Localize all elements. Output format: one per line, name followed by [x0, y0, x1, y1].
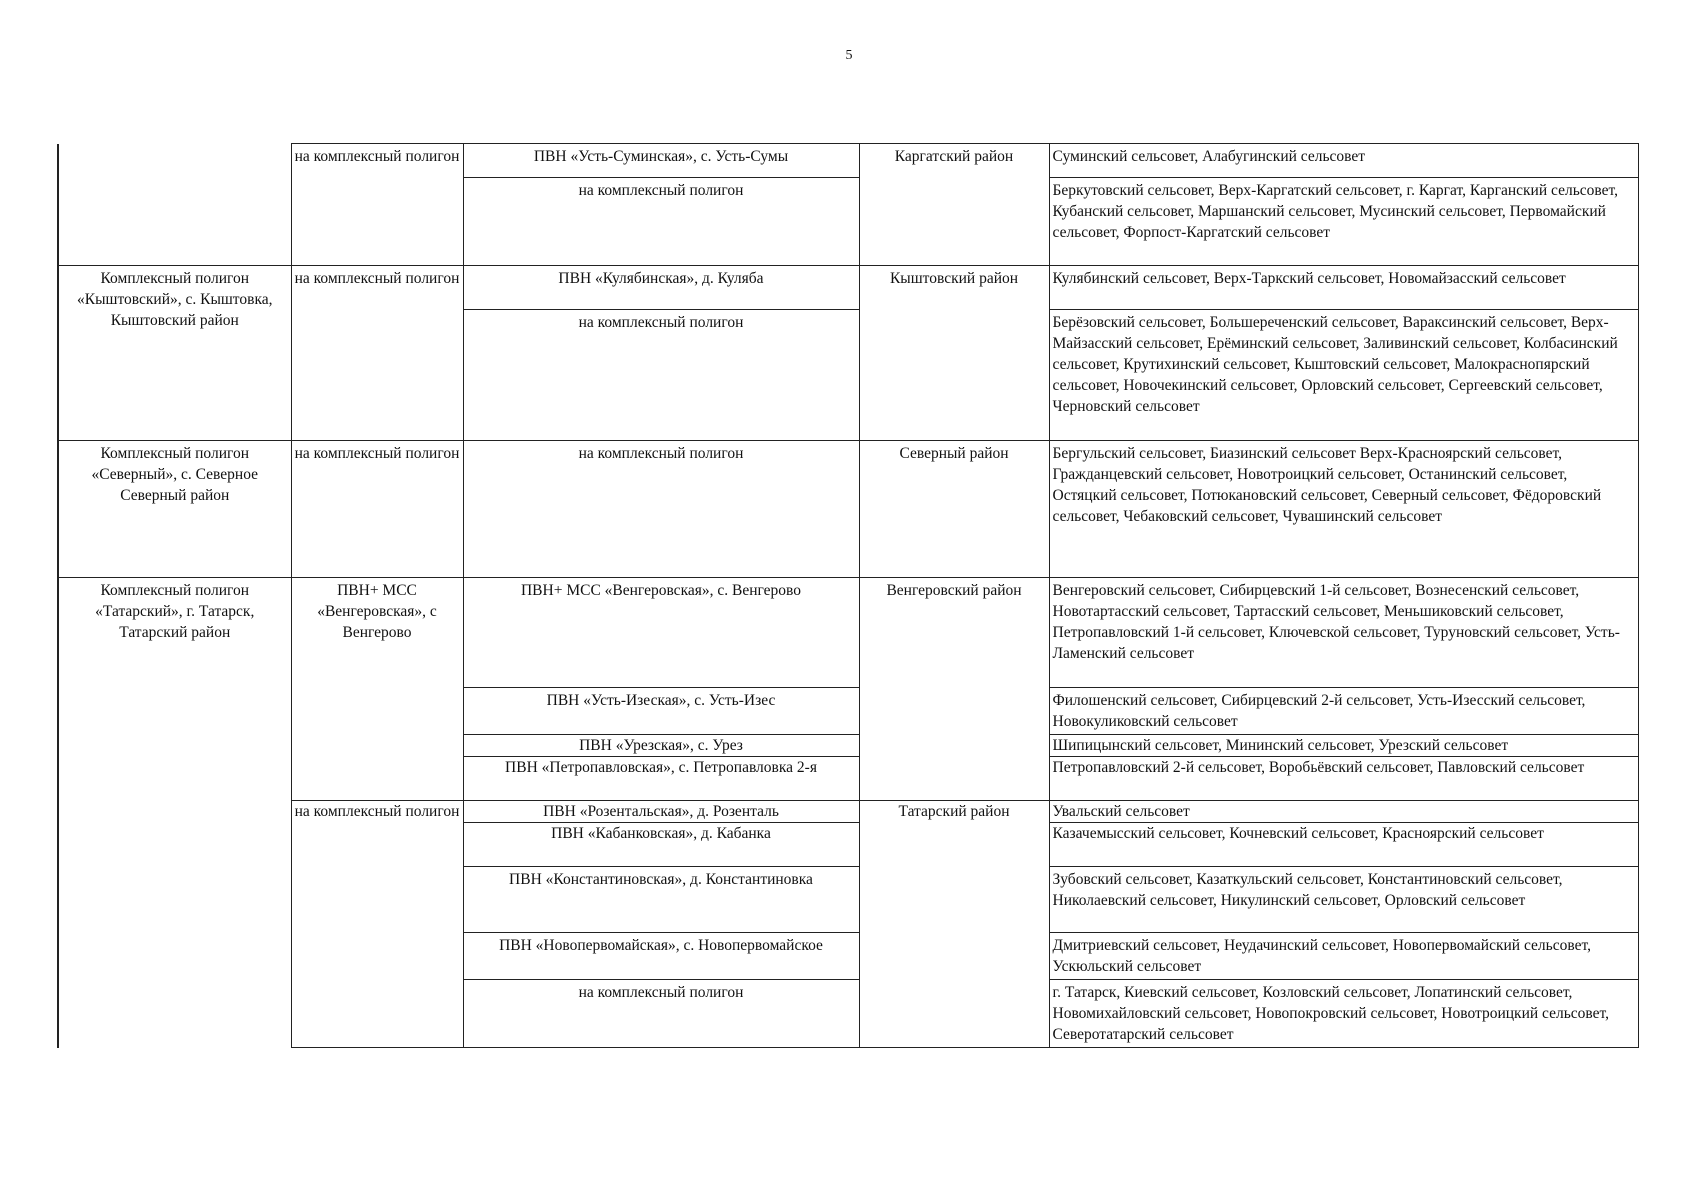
councils-cell: Беркутовский сельсовет, Верх-Каргатский сельсовет, г. Каргат, Карганский сельсовет, Кубанский сельсовет, Маршанский сельсовет, Мусинский сельсовет, Первомайский сельсовет, Форпост-Каргатский сельсовет — [1049, 178, 1638, 266]
table-row — [58, 144, 1638, 178]
councils-cell: Петропавловский 2-й сельсовет, Воробьёвский сельсовет, Павловский сельсовет — [1049, 757, 1638, 801]
pvn-cell: ПВН «Усть-Изеская», с. Усть-Изес — [463, 688, 859, 735]
pvn-cell: ПВН «Новопервомайская», с. Новопервомайское — [463, 933, 859, 980]
polygon-cell: Комплексный полигон «Татарский», г. Татарск, Татарский район — [58, 578, 291, 1048]
councils-cell: Берёзовский сельсовет, Большереченский сельсовет, Вараксинский сельсовет, Верх-Майзасский сельсовет, Ерёминский сельсовет, Заливинский сельсовет, Колбасинский сельсовет, Крутихинский сельсовет, Кыштовский сельсовет, Малокраснопярский сельсовет, Новочекинский сельсовет, Орловский сельсовет, Сергеевский сельсовет, Черновский сельсовет — [1049, 310, 1638, 441]
councils-cell: Венгеровский сельсовет, Сибирцевский 1-й сельсовет, Вознесенский сельсовет, Новотартасский сельсовет, Тартасский сельсовет, Меньшиковский сельсовет, Петропавловский 1-й сельсовет, Ключевской сельсовет, Туруновский сельсовет, Усть-Ламенский сельсовет — [1049, 578, 1638, 688]
district-cell: Северный район — [859, 441, 1049, 578]
district-cell: Татарский район — [859, 801, 1049, 1048]
polygon-cell: Комплексный полигон «Кыштовский», с. Кыштовка, Кыштовский район — [58, 266, 291, 441]
district-cell: Венгеровский район — [859, 578, 1049, 801]
table-row — [58, 801, 1638, 823]
distribution-table — [57, 143, 1639, 1048]
polygon-cell — [58, 144, 291, 266]
pvn-cell: ПВН «Урезская», с. Урез — [463, 735, 859, 757]
councils-cell: Шипицынский сельсовет, Мининский сельсовет, Урезский сельсовет — [1049, 735, 1638, 757]
pvn-cell: ПВН «Усть-Суминская», с. Усть-Сумы — [463, 144, 859, 178]
district-cell: Кыштовский район — [859, 266, 1049, 441]
pvn-cell: ПВН+ МСС «Венгеровская», с. Венгерово — [463, 578, 859, 688]
pvn-cell: на комплексный полигон — [463, 310, 859, 441]
councils-cell: Казачемысский сельсовет, Кочневский сельсовет, Красноярский сельсовет — [1049, 823, 1638, 867]
route-cell: на комплексный полигон — [291, 144, 463, 266]
page-number: 5 — [845, 48, 853, 63]
pvn-cell: на комплексный полигон — [463, 980, 859, 1048]
polygon-cell: Комплексный полигон «Северный», с. Северное Северный район — [58, 441, 291, 578]
councils-cell: Суминский сельсовет, Алабугинский сельсовет — [1049, 144, 1638, 178]
pvn-cell: на комплексный полигон — [463, 441, 859, 578]
table-row — [58, 441, 1638, 578]
table-row — [58, 578, 1638, 688]
pvn-cell: ПВН «Петропавловская», с. Петропавловка 2-я — [463, 757, 859, 801]
councils-cell: г. Татарск, Киевский сельсовет, Козловский сельсовет, Лопатинский сельсовет, Новомихайловский сельсовет, Новопокровский сельсовет, Новотроицкий сельсовет, Северотатарский сельсовет — [1049, 980, 1638, 1048]
pvn-cell: на комплексный полигон — [463, 178, 859, 266]
councils-cell: Зубовский сельсовет, Казаткульский сельсовет, Константиновский сельсовет, Николаевский сельсовет, Никулинский сельсовет, Орловский сельсовет — [1049, 867, 1638, 933]
pvn-cell: ПВН «Розентальская», д. Розенталь — [463, 801, 859, 823]
councils-cell: Дмитриевский сельсовет, Неудачинский сельсовет, Новопервомайский сельсовет, Ускюльский сельсовет — [1049, 933, 1638, 980]
route-cell: на комплексный полигон — [291, 801, 463, 1048]
pvn-cell: ПВН «Константиновская», д. Константиновка — [463, 867, 859, 933]
route-cell: ПВН+ МСС «Венгеровская», с Венгерово — [291, 578, 463, 801]
councils-cell: Кулябинский сельсовет, Верх-Таркский сельсовет, Новомайзасский сельсовет — [1049, 266, 1638, 310]
councils-cell: Бергульский сельсовет, Биазинский сельсовет Верх-Красноярский сельсовет, Гражданцевский сельсовет, Новотроицкий сельсовет, Останинский сельсовет, Остяцкий сельсовет, Потюкановский сельсовет, Северный сельсовет, Фёдоровский сельсовет, Чебаковский сельсовет, Чувашинский сельсовет — [1049, 441, 1638, 578]
table-row — [58, 266, 1638, 310]
route-cell: на комплексный полигон — [291, 266, 463, 441]
pvn-cell: ПВН «Кулябинская», д. Куляба — [463, 266, 859, 310]
route-cell: на комплексный полигон — [291, 441, 463, 578]
councils-cell: Увальский сельсовет — [1049, 801, 1638, 823]
councils-cell: Филошенский сельсовет, Сибирцевский 2-й сельсовет, Усть-Изесский сельсовет, Новокуликовский сельсовет — [1049, 688, 1638, 735]
district-cell: Каргатский район — [859, 144, 1049, 266]
pvn-cell: ПВН «Кабанковская», д. Кабанка — [463, 823, 859, 867]
